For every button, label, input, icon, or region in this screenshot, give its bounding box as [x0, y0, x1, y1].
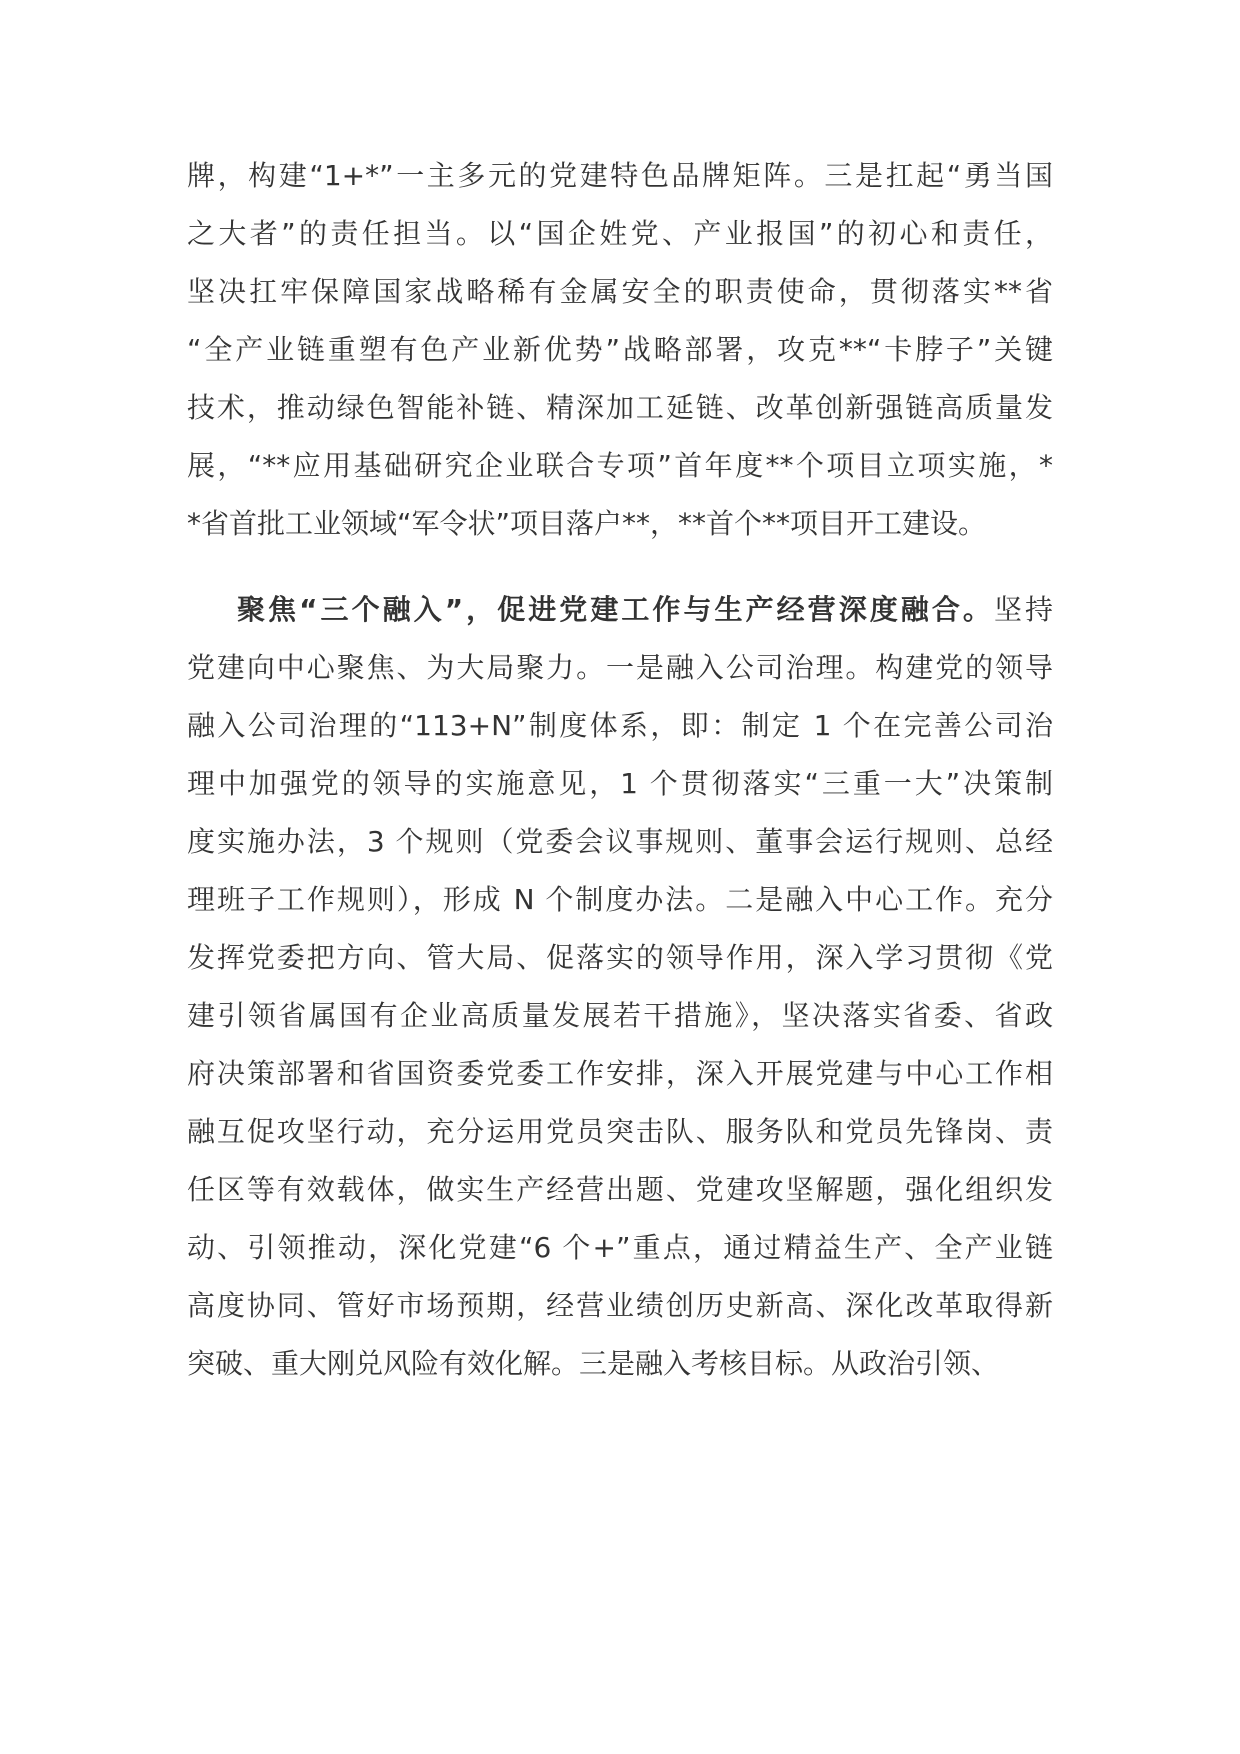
paragraph-1-line-4: “全产业链重塑有色产业新优势”战略部署，攻克**“卡脖子”关键 — [187, 333, 1053, 366]
paragraph-2-line-5: 度实施办法，3 个规则（党委会议事规则、董事会运行规则、总经 — [187, 825, 1053, 858]
paragraph-2-line-10: 融互促攻坚行动，充分运用党员突击队、服务队和党员先锋岗、责 — [187, 1115, 1053, 1148]
paragraph-2-line-9: 府决策部署和省国资委党委工作安排，深入开展党建与中心工作相 — [187, 1057, 1053, 1090]
paragraph-1-line-5: 技术，推动绿色智能补链、精深加工延链、改革创新强链高质量发 — [187, 391, 1053, 424]
paragraph-1-line-3: 坚决扛牢保障国家战略稀有金属安全的职责使命，贯彻落实**省 — [187, 275, 1053, 308]
paragraph-1-line-1: 牌，构建“1+*”一主多元的党建特色品牌矩阵。三是扛起“勇当国 — [187, 159, 1053, 192]
paragraph-2-heading: 聚焦“三个融入”，促进党建工作与生产经营深度融合。 — [237, 593, 994, 626]
paragraph-2-line-8: 建引领省属国有企业高质量发展若干措施》，坚决落实省委、省政 — [187, 999, 1053, 1032]
paragraph-2-line-13: 高度协同、管好市场预期，经营业绩创历史新高、深化改革取得新 — [187, 1289, 1053, 1322]
paragraph-2-line-7: 发挥党委把方向、管大局、促落实的领导作用，深入学习贯彻《党 — [187, 941, 1053, 974]
paragraph-2-line-3: 融入公司治理的“113+N”制度体系，即：制定 1 个在完善公司治 — [187, 709, 1053, 742]
paragraph-1-line-6: 展，“**应用基础研究企业联合专项”首年度**个项目立项实施，* — [187, 449, 1053, 482]
paragraph-2-line-12: 动、引领推动，深化党建“6 个+”重点，通过精益生产、全产业链 — [187, 1231, 1053, 1264]
paragraph-2-line-14: 突破、重大刚兑风险有效化解。三是融入考核目标。从政治引领、 — [187, 1347, 1000, 1380]
paragraph-2-line-4: 理中加强党的领导的实施意见，1 个贯彻落实“三重一大”决策制 — [187, 767, 1053, 800]
paragraph-1-line-7: *省首批工业领域“军令状”项目落户**，**首个**项目开工建设。 — [187, 507, 987, 540]
paragraph-2-first-line-rest: 坚持 — [993, 593, 1053, 626]
paragraph-2-line-11: 任区等有效载体，做实生产经营出题、党建攻坚解题，强化组织发 — [187, 1173, 1053, 1206]
paragraph-2-line-1 — [237, 578, 1053, 642]
paragraph-2-line-6: 理班子工作规则），形成 N 个制度办法。二是融入中心工作。充分 — [187, 883, 1053, 916]
paragraph-2-line-2: 党建向中心聚焦、为大局聚力。一是融入公司治理。构建党的领导 — [187, 651, 1053, 684]
paragraph-1-line-2: 之大者”的责任担当。以“国企姓党、产业报国”的初心和责任， — [187, 217, 1053, 250]
